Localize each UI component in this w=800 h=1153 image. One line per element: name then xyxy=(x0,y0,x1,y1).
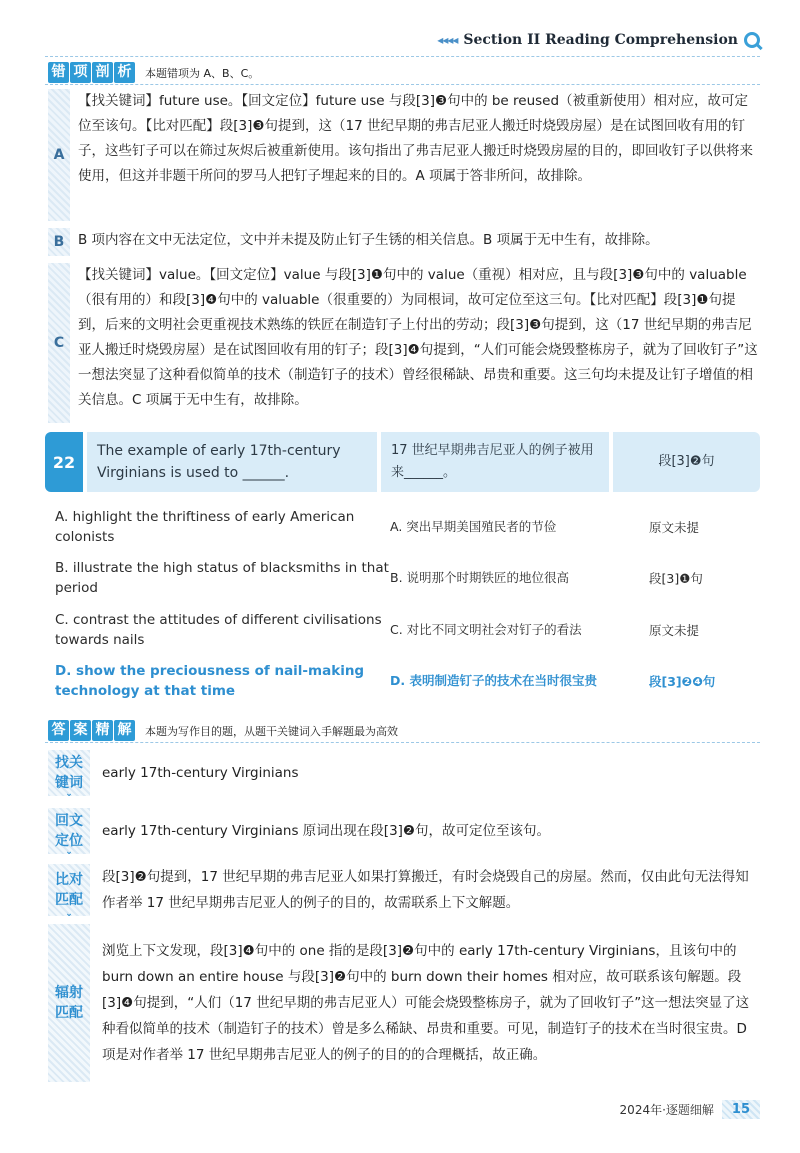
step-compare-match xyxy=(48,864,760,919)
chevron-down-icon: ⌄ xyxy=(65,789,73,799)
option-letter: A xyxy=(48,89,70,221)
choice-cn: A. 突出早期美国殖民者的节俭 xyxy=(390,519,557,534)
option-analysis-text: 【找关键词】value。【回文定位】value 与段[3]❶句中的 value（重视）相对应，且与段[3]❸句中的 valuable（很有用的）和段[3]❹句中的 valuable（很重要的）为同根词，故可定位至这三句。【比对匹配】段[3]❶句提到，后来的文明社会更重视技术熟练的铁匠在制造钉子上付出的劳动；段[3]❸句提到，这（17 世纪早期的弗吉尼亚人搬迁时烧毁房屋）是在试图回收有用的钉子；段[3]❹句提到，“人们可能会烧毁整栋房子，就为了回收钉子”这一想法突显了这种看似简单的技术（制造钉子的技术）曾经很稀缺、昂贵和重要。这三句均未提及让钉子增值的相关信息。C 项属于无中生有，故排除。 xyxy=(78,267,758,408)
question-stem-cn: 17 世纪早期弗吉尼亚人的例子被用来______。 xyxy=(381,432,609,492)
choice-en: A. highlight the thriftiness of early American colonists xyxy=(55,509,355,545)
error-analysis-note: 本题错项为 A、B、C。 xyxy=(145,66,260,80)
question-location: 段[3]❷句 xyxy=(613,432,760,492)
choice-c xyxy=(55,609,760,651)
error-analysis-title: 错 项 剖 析 xyxy=(48,62,135,83)
error-analysis-divider xyxy=(45,84,760,85)
magnifier-icon xyxy=(744,32,760,48)
choice-location: 原文未提 xyxy=(649,520,700,535)
step-text: early 17th-century Virginians xyxy=(102,765,299,781)
chevron-down-icon: ⌄ xyxy=(65,909,73,919)
error-analysis-label xyxy=(48,62,259,83)
choice-en: D. show the preciousness of nail-making technology at that time xyxy=(55,663,365,699)
footer-text: 2024年·逐题细解 xyxy=(619,1103,714,1117)
step-text: 段[3]❷句提到，17 世纪早期的弗吉尼亚人如果打算搬迁，有时会烧毁自己的房屋。然而，仅由此句无法得知作者举 17 世纪早期弗吉尼亚人的例子的目的，故需联系上下文解题。 xyxy=(102,869,749,911)
choice-d-correct xyxy=(55,660,760,702)
step-tag: 比对 匹配 ⌄ xyxy=(48,864,90,916)
answer-analysis-title: 答 案 精 解 xyxy=(48,720,135,741)
answer-analysis-divider xyxy=(45,742,760,743)
option-analysis-text: B 项内容在文中无法定位，文中并未提及防止钉子生锈的相关信息。B 项属于无中生有，故排除。 xyxy=(78,232,659,248)
step-text: 浏览上下文发现，段[3]❹句中的 one 指的是段[3]❷句中的 early 17th-century Virginians，且该句中的 burn down an entire house 与段[3]❷句中的 burn down their homes 相对应，故可联系该句解题。段[3]❹句提到，“人们（17 世纪早期的弗吉尼亚人）可能会烧毁整栋房子，就为了回收钉子”这一想法突显了这种看似简单的技术（制造钉子的技术）曾是多么稀缺、昂贵和重要。可见，制造钉子的技术在当时很宝贵。D 项是对作者举 17 世纪早期弗吉尼亚人的例子的目的的合理概括，故正确。 xyxy=(102,943,750,1063)
step-tag: 辐射 匹配 xyxy=(48,924,90,1082)
choice-cn: C. 对比不同文明社会对钉子的看法 xyxy=(390,622,582,637)
choice-en: C. contrast the attitudes of different civilisations towards nails xyxy=(55,612,382,648)
chevrons-icon: ◂◂◂◂ xyxy=(437,33,458,47)
header-divider xyxy=(45,56,760,57)
choice-a xyxy=(55,506,760,548)
option-analysis-text: 【找关键词】future use。【回文定位】future use 与段[3]❸句中的 be reused（被重新使用）相对应，故可定位至该句。【比对匹配】段[3]❸句提到，这（17 世纪早期的弗吉尼亚人搬迁时烧毁房屋）是在试图回收有用的钉子，这些钉子可以在筛过灰烬后被重新使用。该句指出了弗吉尼亚人搬迁时烧毁房屋的目的，即回收钉子以供将来使用，但这并非题干所问的罗马人把钉子埋起来的目的。A 项属于答非所问，故排除。 xyxy=(78,93,753,184)
page-footer xyxy=(620,1100,760,1119)
step-radiate-match xyxy=(48,924,760,1082)
choice-location: 原文未提 xyxy=(649,623,700,638)
answer-analysis-label xyxy=(48,720,398,741)
step-locate-text xyxy=(48,808,760,857)
question-number: 22 xyxy=(45,432,83,492)
option-a-analysis xyxy=(48,89,760,221)
answer-analysis-note: 本题为写作目的题，从题干关键词入手解题最为高效 xyxy=(145,724,398,738)
choice-cn: B. 说明那个时期铁匠的地位很高 xyxy=(390,570,570,585)
question-stem-en: The example of early 17th-century Virginians is used to ______. xyxy=(87,432,377,492)
option-letter: C xyxy=(48,263,70,423)
step-tag: 回文 定位 ⌄ xyxy=(48,808,90,854)
choice-en: B. illustrate the high status of blacksmiths in that period xyxy=(55,560,389,596)
chevron-down-icon: ⌄ xyxy=(65,847,73,857)
page-header xyxy=(437,26,760,54)
step-tag: 找关 键词 ⌄ xyxy=(48,750,90,796)
choice-location: 段[3]❷❹句 xyxy=(649,674,716,689)
step-find-keyword xyxy=(48,750,760,799)
section-title: Section II Reading Comprehension xyxy=(463,32,738,48)
option-b-analysis xyxy=(48,228,760,256)
page-number: 15 xyxy=(722,1100,760,1119)
option-letter: B xyxy=(48,228,70,256)
option-c-analysis xyxy=(48,263,760,423)
step-text: early 17th-century Virginians 原词出现在段[3]❷句，故可定位至该句。 xyxy=(102,823,551,839)
choice-b xyxy=(55,557,760,599)
choice-location: 段[3]❶句 xyxy=(649,571,703,586)
choice-cn: D. 表明制造钉子的技术在当时很宝贵 xyxy=(390,673,597,688)
question-banner xyxy=(45,432,760,492)
